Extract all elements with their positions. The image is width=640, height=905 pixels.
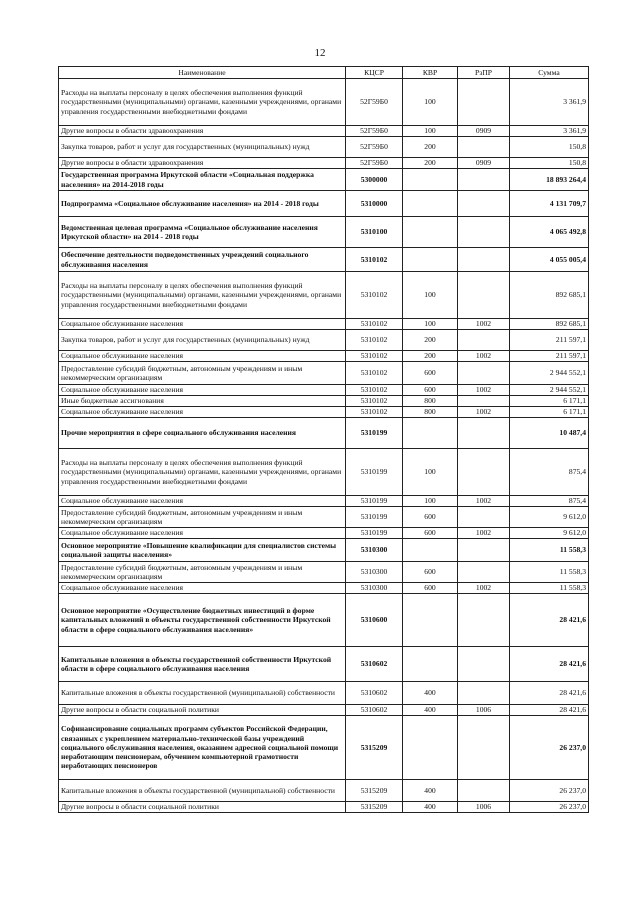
cell-sum: 11 558,3 xyxy=(510,562,589,583)
cell-rzpr: 1006 xyxy=(458,705,510,716)
cell-kvr: 400 xyxy=(403,705,458,716)
cell-rzpr xyxy=(458,248,510,272)
cell-rzpr: 1002 xyxy=(458,319,510,330)
cell-rzpr xyxy=(458,647,510,682)
cell-kcsr: 5310300 xyxy=(346,583,403,594)
table-row xyxy=(59,191,589,217)
cell-rzpr: 0909 xyxy=(458,158,510,169)
table-row xyxy=(59,594,589,647)
cell-rzpr: 1002 xyxy=(458,407,510,418)
cell-kvr: 200 xyxy=(403,330,458,351)
budget-table xyxy=(58,66,589,813)
cell-name: Софинансирование социальных программ субъектов Российской Федерации, связанных с укреплением материально-технической базы учреждений социального обслуживания населения, оказанием адресной социальной помощи неработающим пенсионерам, обучением компьютерной грамотности неработающих пенсионеров xyxy=(59,716,346,780)
cell-kcsr: 5310102 xyxy=(346,272,403,319)
table-row xyxy=(59,79,589,126)
cell-kvr: 200 xyxy=(403,158,458,169)
cell-sum: 10 487,4 xyxy=(510,418,589,449)
cell-kcsr: 5300000 xyxy=(346,169,403,191)
cell-name: Предоставление субсидий бюджетным, автономным учреждениям и иным некоммерческим организациям xyxy=(59,562,346,583)
cell-kvr xyxy=(403,647,458,682)
cell-kvr: 100 xyxy=(403,272,458,319)
table-row xyxy=(59,396,589,407)
cell-name: Социальное обслуживание населения xyxy=(59,385,346,396)
table-row xyxy=(59,330,589,351)
cell-name: Закупка товаров, работ и услуг для государственных (муниципальных) нужд xyxy=(59,330,346,351)
cell-name: Основное мероприятие «Повышение квалификации для специалистов системы социальной защиты населения» xyxy=(59,539,346,562)
cell-sum: 211 597,1 xyxy=(510,330,589,351)
table-header-row xyxy=(59,67,589,79)
cell-name: Расходы на выплаты персоналу в целях обеспечения выполнения функций государственными (муниципальными) органами, казенными учреждениями, органами управления государственными внебюджетными фондами xyxy=(59,272,346,319)
table-row xyxy=(59,319,589,330)
cell-rzpr xyxy=(458,539,510,562)
cell-name: Подпрограмма «Социальное обслуживание населения» на 2014 - 2018 годы xyxy=(59,191,346,217)
cell-sum: 2 944 552,1 xyxy=(510,362,589,385)
cell-kcsr: 5310102 xyxy=(346,351,403,362)
cell-kvr: 600 xyxy=(403,528,458,539)
table-row xyxy=(59,496,589,507)
cell-kcsr: 5310102 xyxy=(346,248,403,272)
table-row xyxy=(59,158,589,169)
table-row xyxy=(59,705,589,716)
cell-sum: 26 237,0 xyxy=(510,780,589,802)
cell-sum: 6 171,1 xyxy=(510,396,589,407)
cell-kvr: 100 xyxy=(403,496,458,507)
header-kvr: КВР xyxy=(403,67,458,79)
cell-kvr: 600 xyxy=(403,562,458,583)
cell-kvr: 600 xyxy=(403,362,458,385)
cell-kcsr: 5310300 xyxy=(346,539,403,562)
table-row xyxy=(59,802,589,813)
cell-rzpr xyxy=(458,396,510,407)
cell-kvr xyxy=(403,248,458,272)
cell-name: Предоставление субсидий бюджетным, автономным учреждениям и иным некоммерческим организациям xyxy=(59,507,346,528)
cell-name: Капитальные вложения в объекты государственной (муниципальной) собственности xyxy=(59,780,346,802)
table-row xyxy=(59,248,589,272)
cell-kcsr: 52Г59Б0 xyxy=(346,158,403,169)
cell-sum: 2 944 552,1 xyxy=(510,385,589,396)
cell-kcsr: 5310199 xyxy=(346,449,403,496)
table-row xyxy=(59,562,589,583)
cell-name: Основное мероприятие «Осуществление бюджетных инвестиций в форме капитальных вложений в объекты государственной собственности Иркутской области в сфере социального обслуживания населения» xyxy=(59,594,346,647)
cell-rzpr xyxy=(458,449,510,496)
cell-kcsr: 5310602 xyxy=(346,647,403,682)
cell-kcsr: 5310602 xyxy=(346,705,403,716)
cell-rzpr xyxy=(458,362,510,385)
cell-name: Социальное обслуживание населения xyxy=(59,583,346,594)
cell-kcsr: 5310199 xyxy=(346,507,403,528)
cell-sum: 150,8 xyxy=(510,137,589,158)
cell-rzpr: 0909 xyxy=(458,126,510,137)
cell-kvr xyxy=(403,418,458,449)
table-row xyxy=(59,647,589,682)
cell-name: Другие вопросы в области здравоохранения xyxy=(59,126,346,137)
cell-sum: 211 597,1 xyxy=(510,351,589,362)
cell-kcsr: 5310000 xyxy=(346,191,403,217)
cell-kvr: 200 xyxy=(403,351,458,362)
header-rzpr: РзПР xyxy=(458,67,510,79)
header-sum: Сумма xyxy=(510,67,589,79)
cell-kcsr: 5310102 xyxy=(346,385,403,396)
cell-name: Иные бюджетные ассигнования xyxy=(59,396,346,407)
cell-kcsr: 5310199 xyxy=(346,528,403,539)
table-row xyxy=(59,507,589,528)
cell-kcsr: 5310199 xyxy=(346,496,403,507)
cell-kvr xyxy=(403,217,458,248)
cell-name: Предоставление субсидий бюджетным, автономным учреждениям и иным некоммерческим организациям xyxy=(59,362,346,385)
table-row xyxy=(59,137,589,158)
cell-sum: 3 361,9 xyxy=(510,79,589,126)
cell-kvr: 200 xyxy=(403,137,458,158)
cell-kcsr: 5315209 xyxy=(346,716,403,780)
cell-kcsr: 5310100 xyxy=(346,217,403,248)
cell-kvr: 100 xyxy=(403,449,458,496)
cell-kcsr: 5315209 xyxy=(346,802,403,813)
header-name: Наименование xyxy=(59,67,346,79)
cell-rzpr xyxy=(458,169,510,191)
cell-kcsr: 5310300 xyxy=(346,562,403,583)
cell-kcsr: 52Г59Б0 xyxy=(346,79,403,126)
cell-kvr xyxy=(403,191,458,217)
cell-sum: 892 685,1 xyxy=(510,319,589,330)
cell-sum: 4 065 492,8 xyxy=(510,217,589,248)
table-row xyxy=(59,407,589,418)
table-row xyxy=(59,528,589,539)
cell-kvr: 100 xyxy=(403,319,458,330)
cell-name: Социальное обслуживание населения xyxy=(59,319,346,330)
cell-sum: 18 893 264,4 xyxy=(510,169,589,191)
cell-kcsr: 5310102 xyxy=(346,319,403,330)
cell-kvr: 800 xyxy=(403,396,458,407)
cell-sum: 11 558,3 xyxy=(510,539,589,562)
cell-kvr: 100 xyxy=(403,126,458,137)
cell-rzpr: 1002 xyxy=(458,496,510,507)
cell-rzpr: 1002 xyxy=(458,528,510,539)
cell-rzpr xyxy=(458,137,510,158)
cell-kvr xyxy=(403,169,458,191)
cell-rzpr xyxy=(458,191,510,217)
cell-kvr: 600 xyxy=(403,507,458,528)
cell-sum: 28 421,6 xyxy=(510,682,589,705)
cell-rzpr: 1002 xyxy=(458,385,510,396)
cell-rzpr xyxy=(458,682,510,705)
cell-sum: 875,4 xyxy=(510,496,589,507)
table-row xyxy=(59,780,589,802)
table-row xyxy=(59,169,589,191)
cell-name: Государственная программа Иркутской области «Социальная поддержка населения» на 2014-2018 годы xyxy=(59,169,346,191)
table-row xyxy=(59,583,589,594)
cell-sum: 892 685,1 xyxy=(510,272,589,319)
cell-sum: 26 237,0 xyxy=(510,802,589,813)
cell-kcsr: 52Г59Б0 xyxy=(346,126,403,137)
cell-kcsr: 5310102 xyxy=(346,362,403,385)
cell-sum: 28 421,6 xyxy=(510,705,589,716)
cell-rzpr xyxy=(458,330,510,351)
table-row xyxy=(59,362,589,385)
cell-name: Прочие мероприятия в сфере социального обслуживания населения xyxy=(59,418,346,449)
cell-name: Ведомственная целевая программа «Социальное обслуживание населения Иркутской области» на 2014 - 2018 годы xyxy=(59,217,346,248)
table-row xyxy=(59,716,589,780)
cell-rzpr: 1006 xyxy=(458,802,510,813)
cell-rzpr xyxy=(458,272,510,319)
cell-sum: 3 361,9 xyxy=(510,126,589,137)
cell-kvr: 800 xyxy=(403,407,458,418)
cell-kvr: 400 xyxy=(403,802,458,813)
cell-sum: 28 421,6 xyxy=(510,647,589,682)
cell-kvr xyxy=(403,594,458,647)
cell-kcsr: 5310600 xyxy=(346,594,403,647)
cell-kcsr: 5310102 xyxy=(346,396,403,407)
cell-kvr xyxy=(403,539,458,562)
cell-kvr: 600 xyxy=(403,385,458,396)
cell-rzpr xyxy=(458,418,510,449)
table-body xyxy=(59,79,589,813)
cell-kcsr: 5310602 xyxy=(346,682,403,705)
cell-rzpr xyxy=(458,780,510,802)
cell-name: Социальное обслуживание населения xyxy=(59,407,346,418)
cell-name: Социальное обслуживание населения xyxy=(59,528,346,539)
cell-sum: 4 131 709,7 xyxy=(510,191,589,217)
cell-rzpr: 1002 xyxy=(458,351,510,362)
cell-name: Закупка товаров, работ и услуг для государственных (муниципальных) нужд xyxy=(59,137,346,158)
cell-sum: 26 237,0 xyxy=(510,716,589,780)
cell-sum: 11 558,3 xyxy=(510,583,589,594)
cell-kcsr: 5310102 xyxy=(346,407,403,418)
table-row xyxy=(59,385,589,396)
cell-kcsr: 52Г59Б0 xyxy=(346,137,403,158)
cell-sum: 28 421,6 xyxy=(510,594,589,647)
cell-kvr: 100 xyxy=(403,79,458,126)
cell-kcsr: 5310199 xyxy=(346,418,403,449)
cell-name: Другие вопросы в области социальной политики xyxy=(59,802,346,813)
cell-rzpr xyxy=(458,79,510,126)
page-number: 12 xyxy=(314,47,326,59)
table-row xyxy=(59,272,589,319)
cell-name: Социальное обслуживание населения xyxy=(59,351,346,362)
cell-sum: 875,4 xyxy=(510,449,589,496)
cell-name: Обеспечение деятельности подведомственных учреждений социального обслуживания населения xyxy=(59,248,346,272)
cell-name: Расходы на выплаты персоналу в целях обеспечения выполнения функций государственными (муниципальными) органами, казенными учреждениями, органами управления государственными внебюджетными фондами xyxy=(59,449,346,496)
table-row xyxy=(59,418,589,449)
cell-rzpr xyxy=(458,716,510,780)
table-row xyxy=(59,449,589,496)
cell-rzpr xyxy=(458,507,510,528)
table-row xyxy=(59,682,589,705)
cell-sum: 4 055 005,4 xyxy=(510,248,589,272)
cell-kvr: 600 xyxy=(403,583,458,594)
cell-rzpr xyxy=(458,217,510,248)
table-row xyxy=(59,217,589,248)
cell-sum: 6 171,1 xyxy=(510,407,589,418)
cell-name: Другие вопросы в области здравоохранения xyxy=(59,158,346,169)
table-row xyxy=(59,351,589,362)
cell-rzpr xyxy=(458,562,510,583)
cell-name: Капитальные вложения в объекты государственной (муниципальной) собственности xyxy=(59,682,346,705)
cell-kvr: 400 xyxy=(403,780,458,802)
cell-kvr: 400 xyxy=(403,682,458,705)
cell-name: Расходы на выплаты персоналу в целях обеспечения выполнения функций государственными (муниципальными) органами, казенными учреждениями, органами управления государственными внебюджетными фондами xyxy=(59,79,346,126)
cell-name: Другие вопросы в области социальной политики xyxy=(59,705,346,716)
cell-sum: 9 612,0 xyxy=(510,507,589,528)
cell-kvr xyxy=(403,716,458,780)
cell-name: Капитальные вложения в объекты государственной собственности Иркутской области в сфере социального обслуживания населения xyxy=(59,647,346,682)
cell-rzpr: 1002 xyxy=(458,583,510,594)
cell-kcsr: 5310102 xyxy=(346,330,403,351)
cell-name: Социальное обслуживание населения xyxy=(59,496,346,507)
cell-kcsr: 5315209 xyxy=(346,780,403,802)
cell-sum: 9 612,0 xyxy=(510,528,589,539)
cell-sum: 150,8 xyxy=(510,158,589,169)
table-row xyxy=(59,126,589,137)
header-kcsr: КЦСР xyxy=(346,67,403,79)
table-row xyxy=(59,539,589,562)
cell-rzpr xyxy=(458,594,510,647)
